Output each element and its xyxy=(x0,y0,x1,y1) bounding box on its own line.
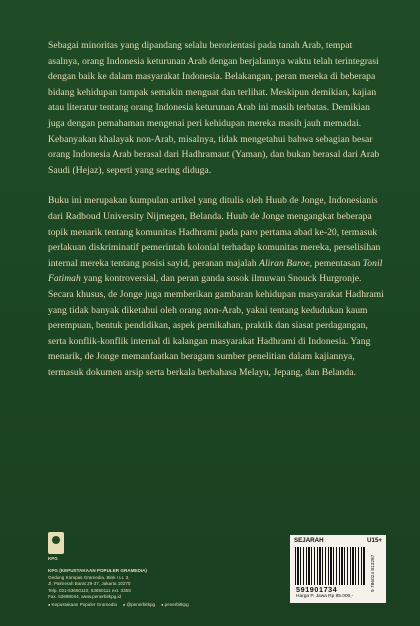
age-code: U15+ xyxy=(367,537,382,544)
blurb-paragraph-2-text-a: Buku ini merupakan kumpulan artikel yang ditulis oleh Huub de Jonge, Indonesianis dari Radboud University Nijmegen, Belanda. Huub de Jonge mengangkat beberapa topik menarik tentang komunitas Hadhrami pada paro pertama abad ke-20, termasuk perlakuan diskriminatif pemerintah kolonial terhadap komunitas mereka, perselisihan internal mereka tentang posisi sayid, peranan majalah xyxy=(48,195,381,269)
facebook-handle: ● Kepustakaan Populer Gramedia xyxy=(48,602,117,609)
blurb-paragraph-2-text-b: , pementasan xyxy=(309,257,363,269)
publisher-social xyxy=(48,602,218,609)
publisher-info xyxy=(48,568,218,609)
twitter-handle: ● @penerbitkpg xyxy=(123,602,155,609)
publisher-address-1: Gedung Kompas Gramedia, Blok I Lt. 3, xyxy=(48,574,130,580)
barcode-icon xyxy=(295,547,365,585)
barcode-number: 591901734 xyxy=(296,585,338,594)
blurb-paragraph-2-text-c: yang kontroversial, dan peran ganda sosok ilmuwan Snouck Hurgronje. Secara khusus, de Jonge juga memberikan gambaran kehidupan masyarakat Hadhrami yang tidak banyak diketahui oleh orang non-Arab, yakni tentang kedudukan kaum perempuan, bentuk pendidikan, aspek pernikahan, praktik dan siasat perdagangan, serta konflik-konflik internal di kalangan masyarakat Hadhrami di Indonesia. Yang menarik, de Jonge memanfaatkan beragam sumber penelitian dalam kajiannya, termasuk dokumen arsip serta berkala berbahasa Melayu, Jepang, dan Belanda. xyxy=(48,273,384,378)
publisher-address-2: Jl. Palmerah Barat 29-37, Jakarta 10270 xyxy=(48,581,131,587)
publisher-name: KPG (KEPUSTAKAAN POPULER GRAMEDIA) xyxy=(48,568,147,573)
blurb-paragraph-2 xyxy=(48,193,386,380)
magazine-title: Aliran Baroe xyxy=(259,257,310,269)
isbn-vertical: 9 786024 813287 xyxy=(371,554,376,592)
publisher-logo-icon xyxy=(48,532,64,554)
publisher-phone: Telp. 021-53650110, 53650111 ext. 3359 xyxy=(48,587,131,593)
category-label: SEJARAH xyxy=(294,537,324,544)
blurb-text xyxy=(48,38,386,395)
barcode-box xyxy=(290,535,386,603)
instagram-handle: ● penerbitkpg xyxy=(161,602,189,609)
publisher-logo-text: KPG xyxy=(48,556,58,561)
blurb-paragraph-1: Sebagai minoritas yang dipandang selalu berorientasi pada tanah Arab, tempat asalnya, orang Indonesia keturunan Arab dengan berjalannya waktu telah terintegrasi dengan baik ke dalam masyarakat Indonesia. Belakangan, peran mereka di beberapa bidang kehidupan tampak semakin menguat dan terlihat. Meskipun demikian, kajian atau literatur tentang orang Indonesia keturunan Arab ini masih terbatas. Demikian juga dengan pemahaman mengenai peri kehidupan mereka masih jauh memadai. Kebanyakan khalayak non-Arab, misalnya, tidak mengetahui bahwa sebagian besar orang Indonesia Arab berasal dari Hadhramaut (Yaman), dan bukan berasal dari Arab Saudi (Hejaz), seperti yang sering diduga. xyxy=(48,40,380,176)
publisher-fax: Fax. 53698044, www.penerbitkpg.id xyxy=(48,594,122,600)
price-label: Harga P. Jawa Rp 85.000,- xyxy=(296,594,354,599)
play-title: Tonil Fatimah xyxy=(48,257,383,285)
